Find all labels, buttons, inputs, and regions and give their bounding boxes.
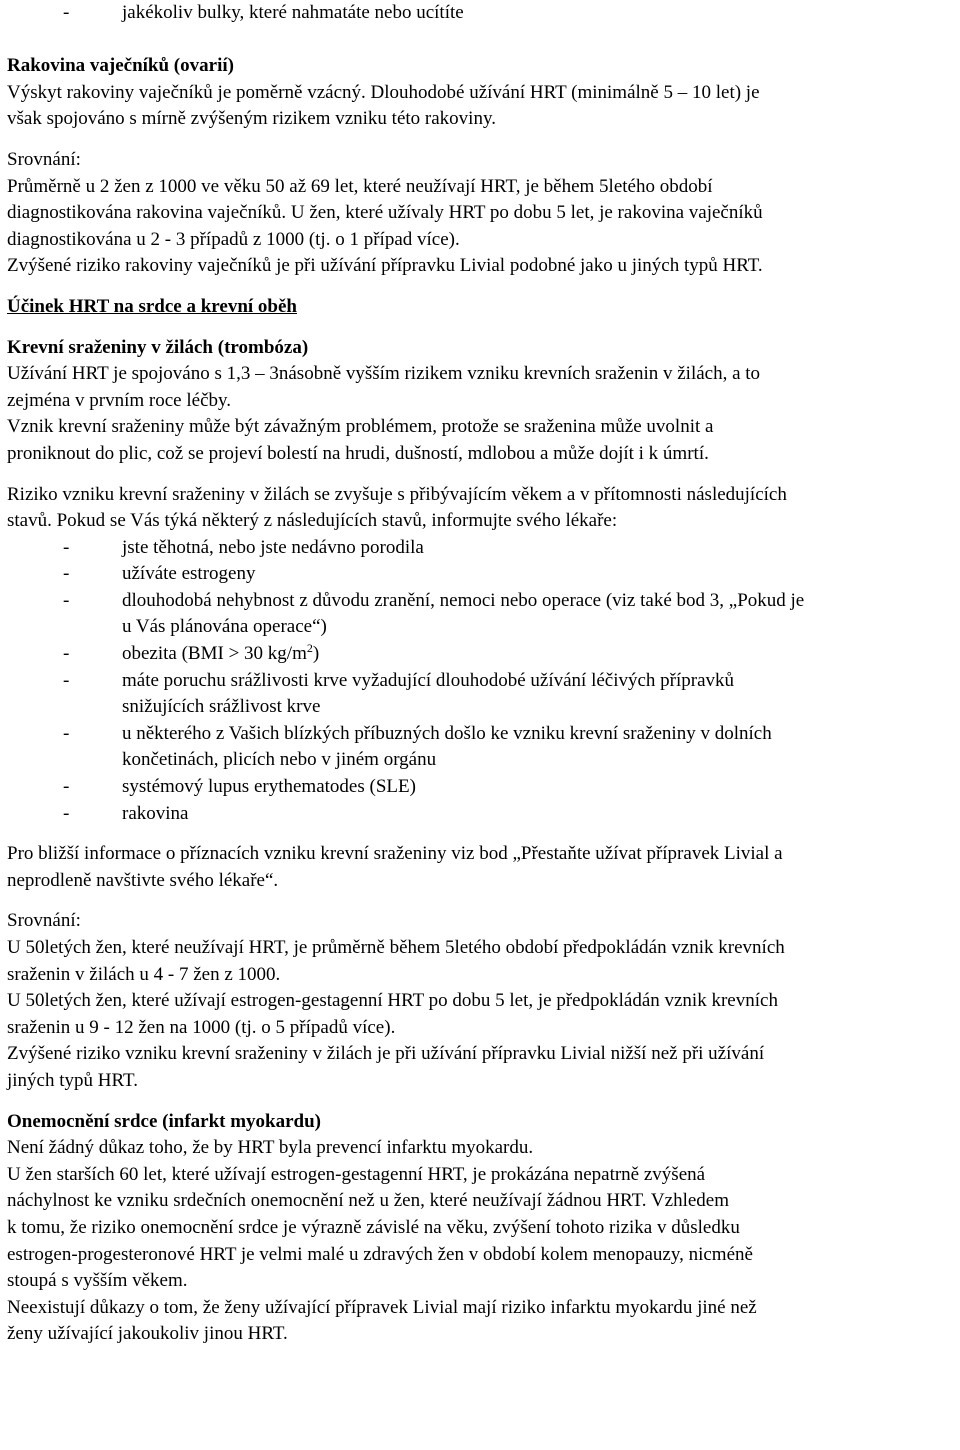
paragraph-line: k tomu, že riziko onemocnění srdce je výrazně závislé na věku, zvýšení tohoto rizika v důsledku (7, 1216, 740, 1238)
paragraph-line: diagnostikována u 2 - 3 případů z 1000 (tj. o 1 případ více). (7, 228, 460, 250)
list-item-continuation: snižujících srážlivost krve (122, 696, 321, 718)
paragraph-line: Není žádný důkaz toho, že by HRT byla prevencí infarktu myokardu. (7, 1137, 534, 1159)
paragraph-line: estrogen-progesteronové HRT je velmi malé u zdravých žen v období kolem menopauzy, nicméně (7, 1243, 753, 1265)
paragraph-line: U žen starších 60 let, které užívají estrogen-gestagenní HRT, je prokázána nepatrně zvýšená (7, 1163, 706, 1185)
compare-label: Srovnání: (7, 148, 81, 170)
paragraph-line: zejména v prvním roce léčby. (7, 389, 232, 411)
list-item: - u některého z Vašich blízkých příbuzných došlo ke vzniku krevní sraženiny v dolních (63, 722, 772, 744)
paragraph-line: Neexistují důkazy o tom, že ženy užívající přípravek Livial mají riziko infarktu myokardu jiné než (7, 1296, 757, 1318)
paragraph-line: Zvýšené riziko vzniku krevní sraženiny v žilách je při užívání přípravku Livial nižší než při užívání (7, 1043, 765, 1065)
section-heading: Onemocnění srdce (infarkt myokardu) (7, 1110, 322, 1132)
document-page (7, 0, 957, 1348)
list-item-continuation: končetinách, plicích nebo v jiném orgánu (122, 749, 437, 771)
list-item: - máte poruchu srážlivosti krve vyžadující dlouhodobé užívání léčivých přípravků (63, 669, 735, 691)
list-item: - obezita (BMI > 30 $kg/m^2$) (63, 641, 320, 665)
paragraph-line: Pro bližší informace o příznacích vzniku krevní sraženiny viz bod „Přestaňte užívat přípravek Livial a (7, 843, 783, 865)
paragraph-line: diagnostikována rakovina vaječníků. U žen, které užívaly HRT po dobu 5 let, je rakovina vaječníků (7, 202, 763, 224)
paragraph-line: Výskyt rakoviny vaječníků je poměrně vzácný. Dlouhodobé užívání HRT (minimálně 5 – 10 let) je (7, 81, 760, 103)
paragraph-line: U 50letých žen, které užívají estrogen-gestagenní HRT po dobu 5 let, je předpokládán vznik krevních (7, 990, 778, 1012)
paragraph-line: Zvýšené riziko rakoviny vaječníků je při užívání přípravku Livial podobné jako u jiných typů HRT. (7, 255, 763, 277)
paragraph-line: však spojováno s mírně zvýšeným rizikem vzniku této rakoviny. (7, 108, 496, 130)
compare-label: Srovnání: (7, 910, 81, 932)
paragraph-line: ženy užívající jakoukoliv jinou HRT. (7, 1323, 288, 1345)
paragraph-line: neprodleně navštivte svého lékaře“. (7, 869, 279, 891)
paragraph-line: náchylnost ke vzniku srdečních onemocnění než u žen, které neužívají žádnou HRT. Vzhledem (7, 1190, 730, 1212)
paragraph-line: Vznik krevní sraženiny může být závažným problémem, protože se sraženina může uvolnit a (7, 416, 714, 438)
paragraph-line: proniknout do plic, což se projeví bolestí na hrudi, dušností, mdlobou a může dojít i k úmrtí. (7, 442, 709, 464)
list-item: - dlouhodobá nehybnost z důvodu zranění, nemoci nebo operace (viz také bod 3, „Pokud je (63, 589, 805, 611)
section-heading: Rakovina vaječníků (ovarií) (7, 55, 234, 77)
paragraph-line: sraženin u 9 - 12 žen na 1000 (tj. o 5 případů více). (7, 1016, 396, 1038)
section-title: Účinek HRT na srdce a krevní oběh (7, 295, 297, 317)
paragraph-line: stavů. Pokud se Vás týká některý z následujících stavů, informujte svého lékaře: (7, 510, 618, 532)
paragraph-line: stoupá s vyšším věkem. (7, 1270, 188, 1292)
paragraph-line: Užívání HRT je spojováno s 1,3 – 3násobně vyšším rizikem vzniku krevních sraženin v žilách, a to (7, 363, 761, 385)
list-item-continuation: u Vás plánována operace“) (122, 616, 327, 638)
list-item: - systémový lupus erythematodes (SLE) (63, 776, 416, 798)
list-item: - užíváte estrogeny (63, 563, 256, 585)
paragraph-line: jiných typů HRT. (7, 1069, 138, 1091)
paragraph-line: Průměrně u 2 žen z 1000 ve věku 50 až 69 let, které neužívají HRT, je během 5letého období (7, 175, 713, 197)
section-heading: Krevní sraženiny v žilách (trombóza) (7, 336, 309, 358)
paragraph-line: sraženin v žilách u 4 - 7 žen z 1000. (7, 963, 281, 985)
list-item: - jste těhotná, nebo jste nedávno porodila (63, 536, 424, 558)
list-item: - rakovina (63, 802, 189, 824)
paragraph-line: U 50letých žen, které neužívají HRT, je průměrně během 5letého období předpokládán vznik krevních (7, 937, 785, 958)
list-item: - jakékoliv bulky, které nahmatáte nebo ucítíte (63, 2, 464, 23)
paragraph-line: Riziko vzniku krevní sraženiny v žilách se zvyšuje s přibývajícím věkem a v přítomnosti následujících (7, 483, 787, 505)
